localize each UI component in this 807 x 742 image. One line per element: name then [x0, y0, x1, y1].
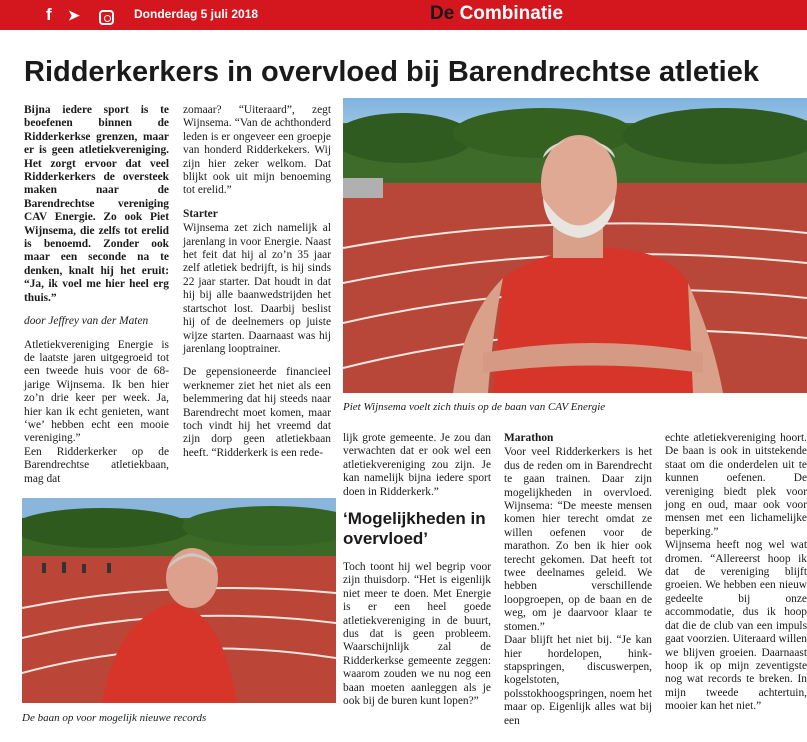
instagram-icon[interactable]: [99, 6, 114, 28]
article-column-2: [183, 104, 331, 470]
article-paragraph: Een Ridderkerker op de Barendrechtse atletiekbaan, mag dat: [24, 445, 169, 485]
article-paragraph: Toch toont hij wel begrip voor zijn thuisdorp. “Het is eigenlijk niet meer te doen. Met Energie is er een heel goede atletiekvereniging in de buurt, dus dat is geen probleem. Waarschijnlijk zal de Ridderkerkse gemeente zeggen: waarom zouden we nu nog een baan moeten aanleggen als je ook bij de buren kunt lopen?”: [343, 561, 491, 708]
facebook-icon[interactable]: f: [46, 5, 52, 24]
photo-athletics-track: [22, 498, 336, 703]
article-paragraph: echte atletiekvereniging hoort. De baan is ook in uitstekende staat om die onderdelen uit te kunnen oefenen. De vereniging biedt plek voor jong en oud, maar ook voor mensen met een lichamelijke beperking.”: [665, 432, 807, 538]
article-paragraph: Voor veel Ridderkerkers is het dus de reden om in Barendrecht te gaan trainen. Daar zijn mogelijkheden in overvloed. Wijnsema: “De meeste mensen komen hier terecht omdat ze willen oefenen voor de marathon. Zo ben ik hier ook terecht gekomen. Dat heeft tot twee deelnames geleid. We hebben verschillende loopgroepen, op de baan en de weg, om je daarvoor klaar te stomen.”: [504, 446, 652, 633]
article-lead: Bijna iedere sport is te beoefenen binnen de Ridderkerkse grenzen, maar er is geen atletiekvereniging. Het zorgt ervoor dat veel Ridderkerkers de oversteek maken naar de Barendrechtse vereniging CAV Energie. Zo ook Piet Wijnsema, die zelfs tot erelid is benoemd. Zonder ook maar een seconde na te denken, knalt hij het eruit: “Ja, ik voel me hier heel erg thuis.”: [24, 104, 169, 304]
article-byline: door Jeffrey van der Maten: [24, 315, 149, 328]
photo-athletics-track-illustration: [22, 498, 336, 703]
article-paragraph: Wijnsema heeft nog wel wat dromen. “Allereerst hoop ik dat de vereniging blijft groeien. We hebben een nieuw gedeelte bij onze accommodatie, dus ik hoop dat die de club van een impuls gaat voorzien. Uiteraard willen we blijven groeien. Daarnaast hoop ik op mijn zeventigste nog wat records te breken. In mijn tweede achtertuin, mooier kan het niet.”: [665, 539, 807, 713]
subheading-starter: Starter: [183, 207, 218, 220]
article-paragraph: zomaar? “Uiteraard”, zegt Wijnsema. “Van de achthonderd leden is er ongeveer een groepje van honderd Ridderkekers. Wij zijn hier zeker welkom. Dat blijkt ook uit mijn benoeming tot erelid.”: [183, 104, 331, 197]
pull-quote-heading: ‘Mogelijkheden in overvloed’: [343, 509, 486, 549]
article-column-4: [504, 432, 652, 738]
article-paragraph: lijk grote gemeente. Je zou dan verwachten dat er ook wel een atletiekvereniging zou zijn. Je kan namelijk bijna iedere sport doen in Ridderkerk.”: [343, 432, 491, 498]
article-paragraph: Atletiekvereniging Energie is de laatste jaren uitgegroeid tot een tweede huis voor de 68-jarige Wijnsema. Ik ben hier zo’n drie keer per week. Ja, hier kan ik echt genieten, want ‘we’ hebben echt een mooie vereniging.”: [24, 338, 169, 445]
twitter-icon[interactable]: ➤: [68, 7, 80, 23]
article-headline: Ridderkerkers in overvloed bij Barendrechtse atletiek: [24, 56, 759, 88]
article-paragraph: De gepensioneerde financieel werknemer ziet het niet als een belemmering dat hij steeds naar Barendrecht moet komen, maar toch vindt hij het vreemd dat zijn dorp geen atletiekbaan heeft. “Ridderkerk is een rede-: [183, 366, 331, 459]
subheading-marathon: Marathon: [504, 432, 554, 444]
photo-piet-wijnsema: [343, 98, 807, 393]
photo-caption: De baan op voor mogelijk nieuwe records: [22, 712, 207, 724]
article-column-5: [665, 432, 807, 724]
newspaper-brand[interactable]: De Combinatie: [430, 3, 564, 24]
article-column-1: [24, 104, 169, 496]
issue-date: Donderdag 5 juli 2018: [134, 7, 259, 21]
article-paragraph: Wijnsema zet zich namelijk al jarenlang in voor Energie. Naast het feit dat hij al zo’n 35 jaar zelf atletiek bedrijft, is hij sinds 22 jaar starter. Dat houdt in dat hij bij alle baanwedstrijden het startschot lost. Daarbij beslist hij of de deelnemers op juiste wijze starten. Daarnaast was hij jarenlang looptrainer.: [183, 222, 331, 355]
photo-piet-wijnsema-illustration: [343, 98, 807, 393]
article-paragraph: Daar blijft het niet bij. “Je kan hier hordelopen, hink-stapspringen, discuswerpen, kogelstoten, polsstokhoogspringen, noem het maar op. Eigenlijk alles wat bij een: [504, 634, 652, 727]
article-column-3: [343, 432, 491, 719]
photo-caption: Piet Wijnsema voelt zich thuis op de baan van CAV Energie: [343, 401, 606, 413]
header-bar: [0, 0, 807, 30]
